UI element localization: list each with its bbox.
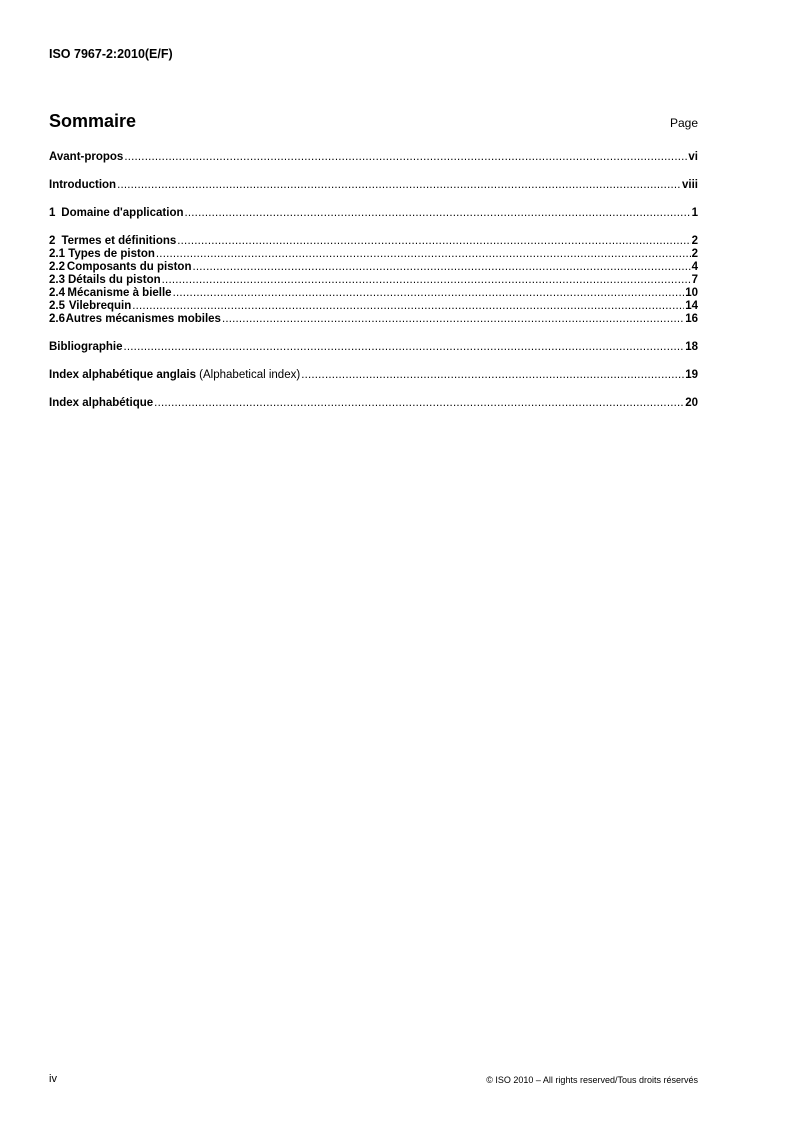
page-title: Sommaire <box>49 111 137 131</box>
toc-entry-label-sub: (Alphabetical index) <box>195 369 301 381</box>
toc-entry[interactable] <box>49 341 698 354</box>
toc-leader-dots <box>124 151 687 164</box>
toc-entry-label: Termes et définitions <box>61 235 177 247</box>
toc-leader-dots <box>154 397 684 410</box>
toc-entry[interactable] <box>49 207 698 220</box>
toc-leader-dots <box>222 313 684 326</box>
toc-leader-dots <box>132 300 684 313</box>
toc-entry-number: 2.4 <box>49 287 65 299</box>
toc-entry-page: 1 <box>691 207 698 219</box>
toc-entry-label: Types de piston <box>68 248 155 260</box>
toc-entry-label <box>49 369 300 382</box>
toc-leader-dots <box>156 248 691 261</box>
toc-entry-label: Vilebrequin <box>68 300 132 312</box>
toc-entry-page: 14 <box>685 300 698 312</box>
toc-entry-number: 2.5 <box>49 300 65 312</box>
toc-entry-label: Détails du piston <box>68 274 161 286</box>
toc-entry[interactable] <box>49 274 698 287</box>
table-of-contents <box>49 151 698 410</box>
toc-entry-page: 2 <box>691 235 698 247</box>
document-id: ISO 7967-2:2010(E/F) <box>49 47 173 61</box>
toc-entry[interactable] <box>49 248 698 261</box>
toc-entry-label: Mécanisme à bielle <box>67 287 172 299</box>
toc-entry-page: 20 <box>685 397 698 409</box>
toc-entry[interactable] <box>49 287 698 300</box>
toc-leader-dots <box>173 287 685 300</box>
toc-entry-page: 7 <box>691 274 698 286</box>
toc-entry-page: 16 <box>685 313 698 325</box>
toc-entry-label: Composants du piston <box>66 261 192 273</box>
toc-entry-label: Autres mécanismes mobiles <box>65 313 221 325</box>
toc-leader-dots <box>162 274 691 287</box>
toc-entry[interactable] <box>49 179 698 192</box>
page-number: iv <box>49 1073 57 1085</box>
toc-entry-page: 2 <box>691 248 698 260</box>
toc-entry[interactable] <box>49 313 698 326</box>
toc-entry-page: 18 <box>685 341 698 353</box>
toc-entry-page: vi <box>688 151 698 163</box>
toc-entry-number: 2.2 <box>49 261 65 273</box>
toc-entry-number: 2 <box>49 235 56 247</box>
toc-leader-dots <box>192 261 690 274</box>
toc-leader-dots <box>177 235 690 248</box>
toc-entry-page: 10 <box>685 287 698 299</box>
toc-title-row <box>49 111 698 135</box>
toc-entry[interactable] <box>49 300 698 313</box>
toc-entry-page: 19 <box>685 369 698 381</box>
toc-entry-label: Introduction <box>49 179 117 191</box>
toc-entry-page: viii <box>682 179 698 191</box>
toc-leader-dots <box>301 369 684 382</box>
copyright-notice: © ISO 2010 – All rights reserved/Tous droits réservés <box>486 1075 698 1085</box>
toc-entry-label-main: Index alphabétique anglais <box>49 369 196 381</box>
toc-entry[interactable] <box>49 261 698 274</box>
toc-leader-dots <box>185 207 691 220</box>
toc-leader-dots <box>117 179 681 192</box>
toc-entry-page: 4 <box>691 261 698 273</box>
toc-entry[interactable] <box>49 235 698 248</box>
toc-entry[interactable] <box>49 397 698 410</box>
toc-leader-dots <box>123 341 684 354</box>
toc-entry[interactable] <box>49 151 698 164</box>
toc-entry-number: 2.3 <box>49 274 65 286</box>
toc-entry-label: Bibliographie <box>49 341 123 353</box>
page-column-label: Page <box>669 116 698 130</box>
toc-entry-number: 2.1 <box>49 248 65 260</box>
toc-entry-number: 1 <box>49 207 56 219</box>
toc-entry-label: Domaine d'application <box>61 207 184 219</box>
toc-entry-label: Index alphabétique <box>49 397 154 409</box>
toc-entry-label: Avant-propos <box>49 151 124 163</box>
toc-entry[interactable] <box>49 369 698 382</box>
toc-entry-number: 2.6 <box>49 313 65 325</box>
